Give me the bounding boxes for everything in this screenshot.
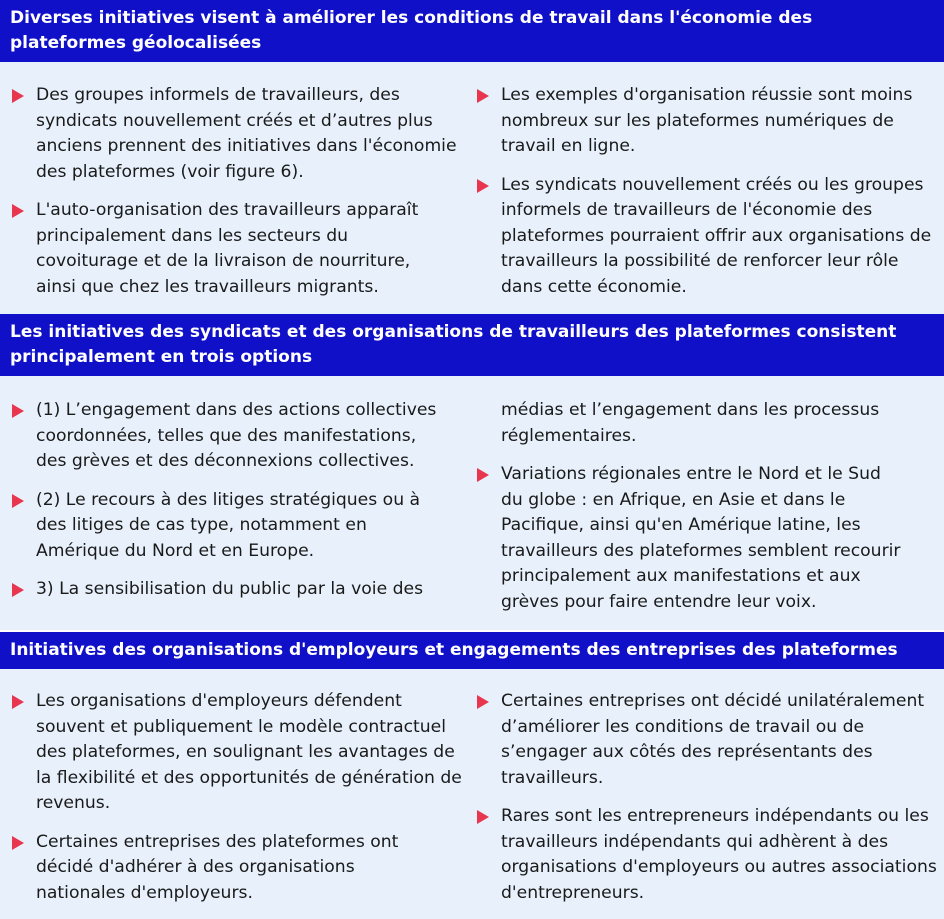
triangle-bullet-icon xyxy=(477,468,489,482)
list-item: Les organisations d'employeurs défendent souvent et publiquement le modèle contractuel des plateformes, en soulignant les avantages de la flexibilité et des opportunités de génération de revenus. xyxy=(0,689,468,817)
triangle-bullet-icon xyxy=(12,695,24,709)
list-item: Certaines entreprises ont décidé unilatéralement d’améliorer les conditions de travail ou de s’engager aux côtés des représentants des travailleurs. xyxy=(465,689,926,791)
section-1-body xyxy=(0,62,944,314)
section-1 xyxy=(0,0,944,314)
section-2-left-column xyxy=(0,398,440,616)
section-2-body xyxy=(0,376,944,630)
section-3-title: Initiatives des organisations d'employeurs et engagements des entreprises des plateformes xyxy=(10,640,898,660)
section-3-left-column xyxy=(0,689,460,919)
list-item-continuation: médias et l’engagement dans les processus réglementaires. xyxy=(501,400,880,446)
list-item: (1) L’engagement dans des actions collectives coordonnées, telles que des manifestations, des grèves et des déconnexions collectives. xyxy=(0,398,446,475)
section-1-right-column xyxy=(465,83,935,313)
section-2-right-column xyxy=(465,398,935,628)
list-item: Certaines entreprises des plateformes ont décidé d'adhérer à des organisations nationales d'employeurs. xyxy=(0,830,431,907)
section-3-right-column xyxy=(465,689,943,919)
section-2 xyxy=(0,314,944,630)
triangle-bullet-icon xyxy=(12,583,24,597)
section-3-body xyxy=(0,669,944,919)
triangle-bullet-icon xyxy=(12,494,24,508)
list-item: Les syndicats nouvellement créés ou les groupes informels de travailleurs de l'économie des plateformes pourraient offrir aux organisations de travailleurs la possibilité de renforcer leur rôle dans cette économie. xyxy=(465,173,941,301)
section-1-title: Diverses initiatives visent à améliorer les conditions de travail dans l'économie des plateformes géolocalisées xyxy=(10,8,813,53)
triangle-bullet-icon xyxy=(477,179,489,193)
list-item: Rares sont les entrepreneurs indépendants ou les travailleurs indépendants qui adhèrent à des organisations d'employeurs ou autres associations d'entrepreneurs. xyxy=(465,804,941,906)
triangle-bullet-icon xyxy=(12,404,24,418)
triangle-bullet-icon xyxy=(477,89,489,103)
triangle-bullet-icon xyxy=(12,836,24,850)
triangle-bullet-icon xyxy=(477,810,489,824)
section-1-header xyxy=(0,0,944,62)
list-item: (2) Le recours à des litiges stratégiques ou à des litiges de cas type, notamment en Amérique du Nord et en Europe. xyxy=(0,488,438,565)
section-2-title: Les initiatives des syndicats et des organisations de travailleurs des plateformes consistent principalement en trois options xyxy=(10,322,897,367)
section-3 xyxy=(0,632,944,919)
list-item: L'auto-organisation des travailleurs apparaît principalement dans les secteurs du covoiturage et de la livraison de nourriture, ainsi que chez les travailleurs migrants. xyxy=(0,198,446,300)
triangle-bullet-icon xyxy=(12,204,24,218)
list-item: Variations régionales entre le Nord et le Sud du globe : en Afrique, en Asie et dans le Pacifique, ainsi qu'en Amérique latine, les travailleurs des plateformes semblent recourir principalement aux manifestations et aux grèves pour faire entendre leur voix. xyxy=(465,462,906,615)
triangle-bullet-icon xyxy=(12,89,24,103)
section-1-left-column xyxy=(0,83,457,313)
list-item: 3) La sensibilisation du public par la voie des xyxy=(0,577,446,603)
section-2-header xyxy=(0,314,944,376)
triangle-bullet-icon xyxy=(477,695,489,709)
list-item: Des groupes informels de travailleurs, des syndicats nouvellement créés et d’autres plus anciens prennent des initiatives dans l'économie des plateformes (voir figure 6). xyxy=(0,83,460,185)
list-item: Les exemples d'organisation réussie sont moins nombreux sur les plateformes numériques de travail en ligne. xyxy=(465,83,936,160)
section-3-header xyxy=(0,632,944,669)
